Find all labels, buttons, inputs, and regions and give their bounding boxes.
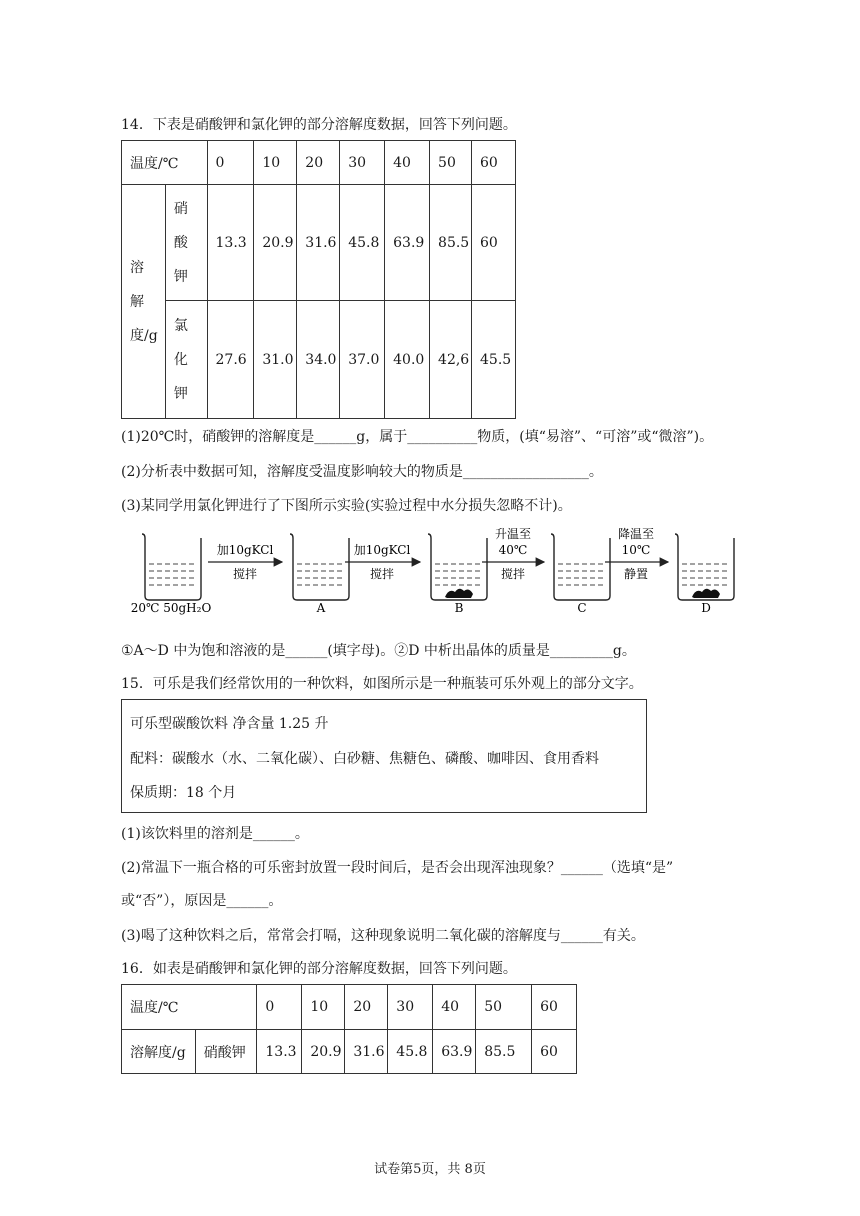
char: 酸 (173, 234, 188, 251)
q14-sub1: (1)20℃时，硝酸钾的溶解度是______g，属于__________物质，(填“易溶”、“可溶”或“微溶”)。 (121, 429, 714, 445)
q14-temp-cell: 10 (254, 141, 297, 185)
q14-kno3-value: 85.5 (430, 185, 472, 301)
q14-kno3-value: 20.9 (254, 185, 297, 301)
q14-solubility-table (121, 140, 516, 419)
crystal-precipitate-icon (445, 589, 473, 598)
q15-sub3: (3)喝了这种饮料之后，常常会打嗝，这种现象说明二氧化碳的溶解度与______有关。 (121, 928, 645, 944)
step-3-line3: 搅拌 (500, 567, 526, 581)
page-footer: 试卷第5页，共 8页 (374, 1162, 486, 1177)
q15-sub1: (1)该饮料里的溶剂是______。 (121, 826, 309, 842)
step-4-line3: 静置 (623, 567, 649, 581)
q14-kcl-value: 37.0 (340, 301, 385, 419)
char: 溶 (130, 259, 144, 276)
q14-kno3-label (165, 185, 207, 301)
q16-substance: 硝酸钾 (195, 1030, 257, 1074)
q14-temp-label: 温度/℃ (122, 141, 208, 185)
q16-row-label: 溶解度/g (122, 1030, 196, 1074)
beaker-a (290, 534, 349, 600)
q14-kno3-value: 45.8 (340, 185, 385, 301)
q14-sub2: (2)分析表中数据可知，溶解度受温度影响较大的物质是__________________。 (121, 464, 603, 480)
q16-kno3-row (122, 1030, 577, 1074)
char: 化 (173, 351, 188, 368)
q15-sub2b: 或“否”），原因是______。 (121, 893, 283, 909)
step-3-line2: 40℃ (498, 543, 528, 557)
q16-temp-cell: 0 (257, 985, 302, 1030)
experiment-diagram (120, 524, 740, 620)
q14-kcl-row (122, 301, 516, 419)
q16-title: 16．如表是硝酸钾和氯化钾的部分溶解度数据，回答下列问题。 (121, 961, 517, 977)
q16-temp-cell: 20 (345, 985, 388, 1030)
char: 解 (130, 293, 144, 310)
beaker-label-c: C (577, 601, 587, 615)
q16-temp-cell: 50 (476, 985, 532, 1030)
q16-temp-row (122, 985, 577, 1030)
q16-value: 45.8 (388, 1030, 433, 1074)
step-2-line2: 搅拌 (369, 567, 395, 581)
step-1-line1: 加10gKCl (216, 543, 274, 557)
q14-kcl-value: 45.5 (472, 301, 516, 419)
q14-kcl-value: 42,6 (430, 301, 472, 419)
crystal-precipitate-icon (692, 589, 720, 598)
q16-temp-cell: 40 (433, 985, 476, 1030)
q15-sub2a: (2)常温下一瓶合格的可乐密封放置一段时间后，是否会出现浑浊现象？______（选填“是” (121, 860, 674, 876)
char: 钾 (173, 268, 188, 285)
q16-temp-cell: 60 (532, 985, 577, 1030)
char: 钾 (173, 385, 188, 402)
q16-value: 20.9 (302, 1030, 345, 1074)
q14-temp-cell: 40 (385, 141, 430, 185)
q15-title: 15．可乐是我们经常饮用的一种饮料，如图所示是一种瓶装可乐外观上的部分文字。 (121, 676, 643, 692)
q14-kno3-value: 63.9 (385, 185, 430, 301)
q16-temp-label: 温度/℃ (122, 985, 257, 1030)
beaker-c (551, 534, 610, 600)
q14-sub3: (3)某同学用氯化钾进行了下图所示实验(实验过程中水分损失忽略不计)。 (121, 498, 572, 514)
q14-kcl-value: 40.0 (385, 301, 430, 419)
q16-value: 63.9 (433, 1030, 476, 1074)
step-4-line1: 降温至 (617, 527, 655, 541)
char: 度/g (130, 327, 158, 344)
q16-value: 31.6 (345, 1030, 388, 1074)
q14-temp-cell: 60 (472, 141, 516, 185)
step-2-line1: 加10gKCl (353, 543, 411, 557)
start-label: 20℃ 50gH₂O (130, 601, 212, 615)
q14-kno3-value: 31.6 (297, 185, 340, 301)
cola-label-line: 保质期：18 个月 (130, 785, 237, 801)
beaker-label-d: D (701, 601, 711, 615)
q16-solubility-table (121, 984, 577, 1074)
cola-label-line: 可乐型碳酸饮料 净含量 1.25 升 (130, 716, 329, 732)
q14-sub4: ①A～D 中为饱和溶液的是______(填字母)。②D 中析出晶体的质量是_________g。 (121, 643, 636, 659)
beaker-b (428, 534, 487, 600)
step-4-line2: 10℃ (621, 543, 651, 557)
cola-label-line: 配料：碳酸水（水、二氧化碳）、白砂糖、焦糖色、磷酸、咖啡因、食用香料 (130, 751, 599, 767)
q14-temp-cell: 20 (297, 141, 340, 185)
step-1-line2: 搅拌 (232, 567, 258, 581)
step-3-line1: 升温至 (494, 527, 532, 541)
beaker-d (675, 534, 734, 600)
q14-solubility-label (122, 185, 166, 419)
q14-temp-cell: 0 (207, 141, 254, 185)
q14-temp-cell: 50 (430, 141, 472, 185)
beaker-label-b: B (454, 601, 464, 615)
q14-kno3-value: 60 (472, 185, 516, 301)
q14-kcl-value: 34.0 (297, 301, 340, 419)
char: 硝 (173, 200, 188, 217)
q16-value: 85.5 (476, 1030, 532, 1074)
q14-kno3-row (122, 185, 516, 301)
beaker-start (142, 534, 201, 600)
cola-label-box (121, 699, 647, 813)
q16-temp-cell: 30 (388, 985, 433, 1030)
q14-kcl-value: 31.0 (254, 301, 297, 419)
q16-value: 13.3 (257, 1030, 302, 1074)
q16-value: 60 (532, 1030, 577, 1074)
q16-temp-cell: 10 (302, 985, 345, 1030)
q14-kcl-value: 27.6 (207, 301, 254, 419)
q14-temp-cell: 30 (340, 141, 385, 185)
q14-kno3-value: 13.3 (207, 185, 254, 301)
q14-temp-row (122, 141, 516, 185)
q14-kcl-label (165, 301, 207, 419)
beaker-label-a: A (316, 601, 326, 615)
char: 氯 (173, 317, 188, 334)
q14-title: 14．下表是硝酸钾和氯化钾的部分溶解度数据，回答下列问题。 (121, 117, 517, 133)
